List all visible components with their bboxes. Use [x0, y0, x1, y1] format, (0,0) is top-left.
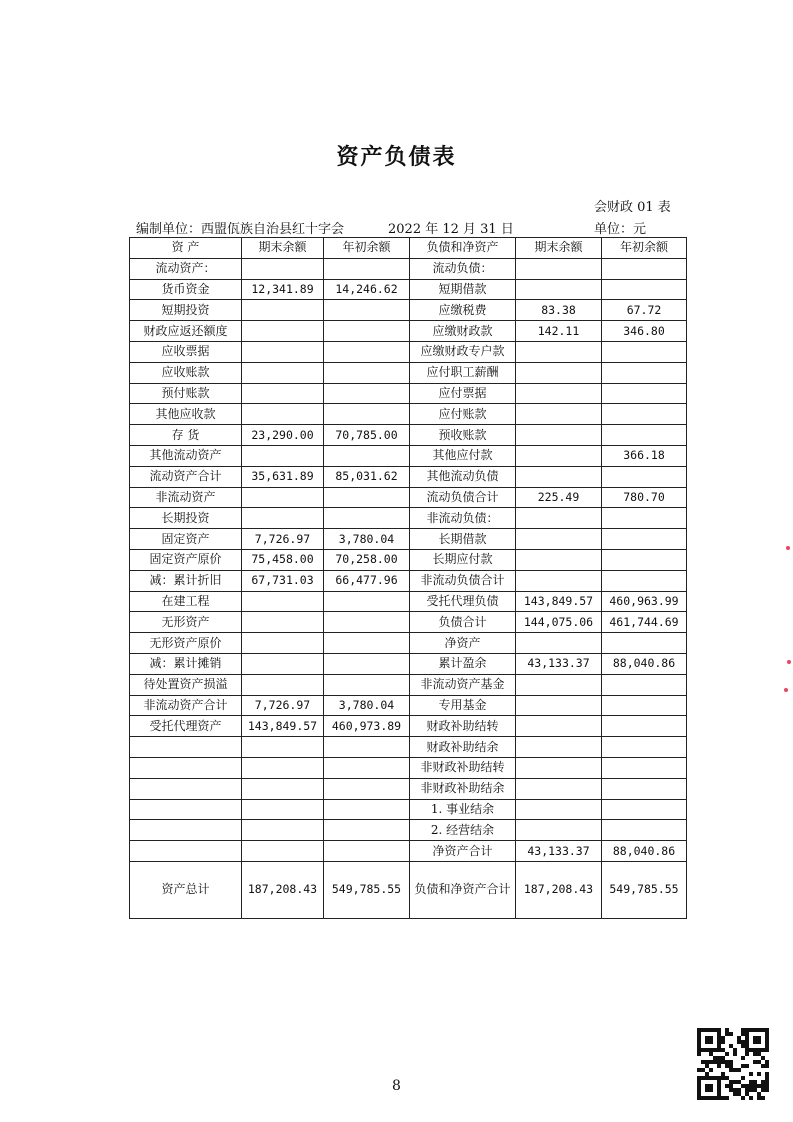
- currency-unit: 单位：元: [594, 222, 647, 237]
- asset-end-balance-cell: [242, 633, 324, 654]
- asset-begin-balance-cell: [324, 841, 410, 862]
- asset-begin-balance-cell: [324, 383, 410, 404]
- liability-end-balance-cell: [516, 404, 602, 425]
- asset-name-cell: 无形资产: [130, 612, 242, 633]
- liability-end-balance-cell: [516, 529, 602, 550]
- asset-name-cell: 其他流动资产: [130, 445, 242, 466]
- asset-begin-balance-cell: [324, 799, 410, 820]
- header-liabilities-begin-balance: 年初余额: [602, 238, 687, 259]
- asset-name-cell: 固定资产原价: [130, 549, 242, 570]
- table-row: [130, 425, 687, 446]
- liability-begin-balance-cell: [602, 820, 687, 841]
- liability-end-balance-cell: [516, 799, 602, 820]
- table-row: [130, 820, 687, 841]
- table-row: [130, 570, 687, 591]
- liability-name-cell: 专用基金: [410, 695, 516, 716]
- liability-begin-balance-cell: 88,040.86: [602, 841, 687, 862]
- liability-name-cell: 1. 事业结余: [410, 799, 516, 820]
- asset-name-cell: 资产总计: [130, 861, 242, 918]
- liability-name-cell: 应付职工薪酬: [410, 362, 516, 383]
- red-speck-mark: [786, 546, 790, 550]
- liability-begin-balance-cell: [602, 778, 687, 799]
- asset-end-balance-cell: [242, 653, 324, 674]
- red-speck-mark: [784, 688, 788, 692]
- liability-begin-balance-cell: 67.72: [602, 300, 687, 321]
- table-row: [130, 591, 687, 612]
- table-header-row: [130, 238, 687, 259]
- asset-name-cell: 财政应返还额度: [130, 321, 242, 342]
- liability-begin-balance-cell: 88,040.86: [602, 653, 687, 674]
- table-row: [130, 529, 687, 550]
- table-row: [130, 737, 687, 758]
- table-row: [130, 362, 687, 383]
- liability-begin-balance-cell: [602, 425, 687, 446]
- liability-end-balance-cell: 43,133.37: [516, 841, 602, 862]
- liability-name-cell: 应缴财政款: [410, 321, 516, 342]
- reporting-entity: 编制单位：西盟佤族自治县红十字会: [136, 222, 345, 237]
- liability-begin-balance-cell: [602, 341, 687, 362]
- liability-end-balance-cell: [516, 425, 602, 446]
- asset-begin-balance-cell: [324, 508, 410, 529]
- asset-name-cell: 短期投资: [130, 300, 242, 321]
- report-date: 2022 年 12 月 31 日: [388, 222, 514, 237]
- table-row: [130, 466, 687, 487]
- liability-begin-balance-cell: [602, 404, 687, 425]
- table-row: [130, 279, 687, 300]
- liability-begin-balance-cell: [602, 695, 687, 716]
- liability-name-cell: 净资产合计: [410, 841, 516, 862]
- table-row: [130, 841, 687, 862]
- liability-begin-balance-cell: [602, 508, 687, 529]
- asset-name-cell: [130, 799, 242, 820]
- table-row: [130, 383, 687, 404]
- liability-name-cell: 非财政补助结余: [410, 778, 516, 799]
- liability-name-cell: 短期借款: [410, 279, 516, 300]
- liability-begin-balance-cell: [602, 362, 687, 383]
- table-row: [130, 633, 687, 654]
- liability-begin-balance-cell: [602, 383, 687, 404]
- asset-name-cell: 减：累计摊销: [130, 653, 242, 674]
- liability-begin-balance-cell: [602, 279, 687, 300]
- asset-begin-balance-cell: [324, 633, 410, 654]
- asset-end-balance-cell: [242, 383, 324, 404]
- asset-end-balance-cell: 75,458.00: [242, 549, 324, 570]
- table-row: [130, 695, 687, 716]
- asset-begin-balance-cell: 3,780.04: [324, 695, 410, 716]
- asset-end-balance-cell: [242, 362, 324, 383]
- qr-code-icon: [697, 1028, 769, 1100]
- table-row: [130, 487, 687, 508]
- balance-sheet-table: [129, 237, 687, 919]
- liability-name-cell: 负债和净资产合计: [410, 861, 516, 918]
- asset-end-balance-cell: 143,849.57: [242, 716, 324, 737]
- liability-name-cell: 负债合计: [410, 612, 516, 633]
- liability-name-cell: 应付账款: [410, 404, 516, 425]
- asset-name-cell: [130, 757, 242, 778]
- liability-begin-balance-cell: [602, 737, 687, 758]
- liability-begin-balance-cell: 780.70: [602, 487, 687, 508]
- liability-name-cell: 非流动负债合计: [410, 570, 516, 591]
- liability-end-balance-cell: [516, 716, 602, 737]
- liability-end-balance-cell: [516, 674, 602, 695]
- asset-begin-balance-cell: [324, 591, 410, 612]
- asset-end-balance-cell: 67,731.03: [242, 570, 324, 591]
- asset-name-cell: 存 货: [130, 425, 242, 446]
- liability-end-balance-cell: [516, 279, 602, 300]
- header-assets: 资 产: [130, 238, 242, 259]
- liability-end-balance-cell: [516, 695, 602, 716]
- asset-begin-balance-cell: [324, 757, 410, 778]
- asset-name-cell: [130, 737, 242, 758]
- asset-name-cell: 在建工程: [130, 591, 242, 612]
- table-row: [130, 716, 687, 737]
- table-row: [130, 321, 687, 342]
- table-row: [130, 799, 687, 820]
- asset-begin-balance-cell: [324, 300, 410, 321]
- liability-name-cell: 流动负债：: [410, 258, 516, 279]
- liability-begin-balance-cell: [602, 799, 687, 820]
- liability-name-cell: 累计盈余: [410, 653, 516, 674]
- asset-name-cell: 受托代理资产: [130, 716, 242, 737]
- asset-end-balance-cell: [242, 445, 324, 466]
- liability-name-cell: 其他应付款: [410, 445, 516, 466]
- liability-end-balance-cell: [516, 549, 602, 570]
- liability-name-cell: 非流动资产基金: [410, 674, 516, 695]
- liability-begin-balance-cell: [602, 633, 687, 654]
- liability-begin-balance-cell: 346.80: [602, 321, 687, 342]
- header-assets-end-balance: 期末余额: [242, 238, 324, 259]
- liability-end-balance-cell: [516, 341, 602, 362]
- header-liabilities-end-balance: 期末余额: [516, 238, 602, 259]
- asset-begin-balance-cell: [324, 674, 410, 695]
- liability-end-balance-cell: [516, 570, 602, 591]
- asset-end-balance-cell: [242, 258, 324, 279]
- liability-name-cell: 其他流动负债: [410, 466, 516, 487]
- asset-name-cell: 流动资产合计: [130, 466, 242, 487]
- red-speck-mark: [787, 660, 791, 664]
- liability-begin-balance-cell: [602, 570, 687, 591]
- asset-begin-balance-cell: [324, 341, 410, 362]
- liability-begin-balance-cell: [602, 466, 687, 487]
- asset-name-cell: 非流动资产: [130, 487, 242, 508]
- liability-end-balance-cell: 143,849.57: [516, 591, 602, 612]
- asset-begin-balance-cell: [324, 778, 410, 799]
- asset-name-cell: [130, 820, 242, 841]
- liability-name-cell: 财政补助结余: [410, 737, 516, 758]
- asset-name-cell: 长期投资: [130, 508, 242, 529]
- asset-begin-balance-cell: 70,258.00: [324, 549, 410, 570]
- liability-begin-balance-cell: [602, 549, 687, 570]
- liability-name-cell: 净资产: [410, 633, 516, 654]
- liability-end-balance-cell: [516, 820, 602, 841]
- table-row: [130, 653, 687, 674]
- asset-begin-balance-cell: [324, 404, 410, 425]
- asset-end-balance-cell: [242, 321, 324, 342]
- asset-begin-balance-cell: 85,031.62: [324, 466, 410, 487]
- liability-end-balance-cell: [516, 778, 602, 799]
- asset-begin-balance-cell: 14,246.62: [324, 279, 410, 300]
- liability-end-balance-cell: [516, 445, 602, 466]
- asset-name-cell: 减：累计折旧: [130, 570, 242, 591]
- table-row: [130, 404, 687, 425]
- form-code: 会财政 01 表: [594, 200, 671, 215]
- header-liabilities: 负债和净资产: [410, 238, 516, 259]
- asset-end-balance-cell: [242, 737, 324, 758]
- page-number: 8: [392, 1078, 401, 1094]
- liability-name-cell: 非财政补助结转: [410, 757, 516, 778]
- asset-name-cell: 待处置资产损溢: [130, 674, 242, 695]
- table-row: [130, 778, 687, 799]
- asset-end-balance-cell: [242, 300, 324, 321]
- table-row: [130, 757, 687, 778]
- asset-end-balance-cell: [242, 341, 324, 362]
- asset-begin-balance-cell: 3,780.04: [324, 529, 410, 550]
- asset-name-cell: [130, 841, 242, 862]
- asset-begin-balance-cell: [324, 820, 410, 841]
- liability-end-balance-cell: [516, 633, 602, 654]
- asset-name-cell: 应收票据: [130, 341, 242, 362]
- table-row: [130, 341, 687, 362]
- liability-begin-balance-cell: 366.18: [602, 445, 687, 466]
- asset-end-balance-cell: [242, 404, 324, 425]
- liability-begin-balance-cell: [602, 258, 687, 279]
- asset-end-balance-cell: [242, 487, 324, 508]
- liability-name-cell: 受托代理负债: [410, 591, 516, 612]
- asset-name-cell: [130, 778, 242, 799]
- liability-begin-balance-cell: 549,785.55: [602, 861, 687, 918]
- liability-end-balance-cell: [516, 466, 602, 487]
- liability-end-balance-cell: [516, 757, 602, 778]
- liability-name-cell: 流动负债合计: [410, 487, 516, 508]
- page-title: 资产负债表: [336, 144, 457, 170]
- asset-end-balance-cell: 187,208.43: [242, 861, 324, 918]
- liability-end-balance-cell: 225.49: [516, 487, 602, 508]
- asset-end-balance-cell: [242, 841, 324, 862]
- asset-end-balance-cell: [242, 820, 324, 841]
- asset-begin-balance-cell: [324, 321, 410, 342]
- asset-name-cell: 流动资产：: [130, 258, 242, 279]
- liability-end-balance-cell: [516, 258, 602, 279]
- asset-end-balance-cell: [242, 757, 324, 778]
- asset-end-balance-cell: [242, 778, 324, 799]
- asset-end-balance-cell: 7,726.97: [242, 695, 324, 716]
- table-row: [130, 674, 687, 695]
- asset-begin-balance-cell: [324, 362, 410, 383]
- asset-begin-balance-cell: [324, 487, 410, 508]
- asset-name-cell: 固定资产: [130, 529, 242, 550]
- asset-end-balance-cell: 12,341.89: [242, 279, 324, 300]
- asset-begin-balance-cell: 549,785.55: [324, 861, 410, 918]
- liability-end-balance-cell: [516, 383, 602, 404]
- asset-name-cell: 应收账款: [130, 362, 242, 383]
- liability-name-cell: 非流动负债：: [410, 508, 516, 529]
- header-assets-begin-balance: 年初余额: [324, 238, 410, 259]
- liability-name-cell: 长期借款: [410, 529, 516, 550]
- asset-end-balance-cell: 23,290.00: [242, 425, 324, 446]
- total-row: [130, 861, 687, 918]
- asset-end-balance-cell: [242, 591, 324, 612]
- liability-begin-balance-cell: [602, 529, 687, 550]
- table-row: [130, 508, 687, 529]
- asset-name-cell: 其他应收款: [130, 404, 242, 425]
- liability-end-balance-cell: [516, 737, 602, 758]
- liability-begin-balance-cell: 461,744.69: [602, 612, 687, 633]
- liability-end-balance-cell: 144,075.06: [516, 612, 602, 633]
- liability-name-cell: 应缴税费: [410, 300, 516, 321]
- liability-name-cell: 财政补助结转: [410, 716, 516, 737]
- table-row: [130, 445, 687, 466]
- liability-begin-balance-cell: 460,963.99: [602, 591, 687, 612]
- liability-begin-balance-cell: [602, 674, 687, 695]
- liability-name-cell: 长期应付款: [410, 549, 516, 570]
- table-row: [130, 258, 687, 279]
- asset-end-balance-cell: [242, 508, 324, 529]
- liability-name-cell: 2. 经营结余: [410, 820, 516, 841]
- asset-begin-balance-cell: [324, 737, 410, 758]
- liability-begin-balance-cell: [602, 716, 687, 737]
- liability-end-balance-cell: 142.11: [516, 321, 602, 342]
- asset-begin-balance-cell: 460,973.89: [324, 716, 410, 737]
- liability-name-cell: 应缴财政专户款: [410, 341, 516, 362]
- liability-end-balance-cell: 83.38: [516, 300, 602, 321]
- asset-name-cell: 无形资产原价: [130, 633, 242, 654]
- liability-begin-balance-cell: [602, 757, 687, 778]
- asset-end-balance-cell: [242, 612, 324, 633]
- asset-begin-balance-cell: 70,785.00: [324, 425, 410, 446]
- asset-end-balance-cell: 7,726.97: [242, 529, 324, 550]
- table-row: [130, 612, 687, 633]
- asset-begin-balance-cell: [324, 612, 410, 633]
- asset-name-cell: 预付账款: [130, 383, 242, 404]
- liability-end-balance-cell: 43,133.37: [516, 653, 602, 674]
- liability-name-cell: 预收账款: [410, 425, 516, 446]
- asset-end-balance-cell: 35,631.89: [242, 466, 324, 487]
- liability-end-balance-cell: [516, 508, 602, 529]
- liability-end-balance-cell: 187,208.43: [516, 861, 602, 918]
- liability-name-cell: 应付票据: [410, 383, 516, 404]
- asset-end-balance-cell: [242, 799, 324, 820]
- asset-end-balance-cell: [242, 674, 324, 695]
- asset-begin-balance-cell: 66,477.96: [324, 570, 410, 591]
- liability-end-balance-cell: [516, 362, 602, 383]
- asset-begin-balance-cell: [324, 258, 410, 279]
- table-row: [130, 300, 687, 321]
- asset-name-cell: 非流动资产合计: [130, 695, 242, 716]
- asset-begin-balance-cell: [324, 445, 410, 466]
- asset-begin-balance-cell: [324, 653, 410, 674]
- asset-name-cell: 货币资金: [130, 279, 242, 300]
- table-row: [130, 549, 687, 570]
